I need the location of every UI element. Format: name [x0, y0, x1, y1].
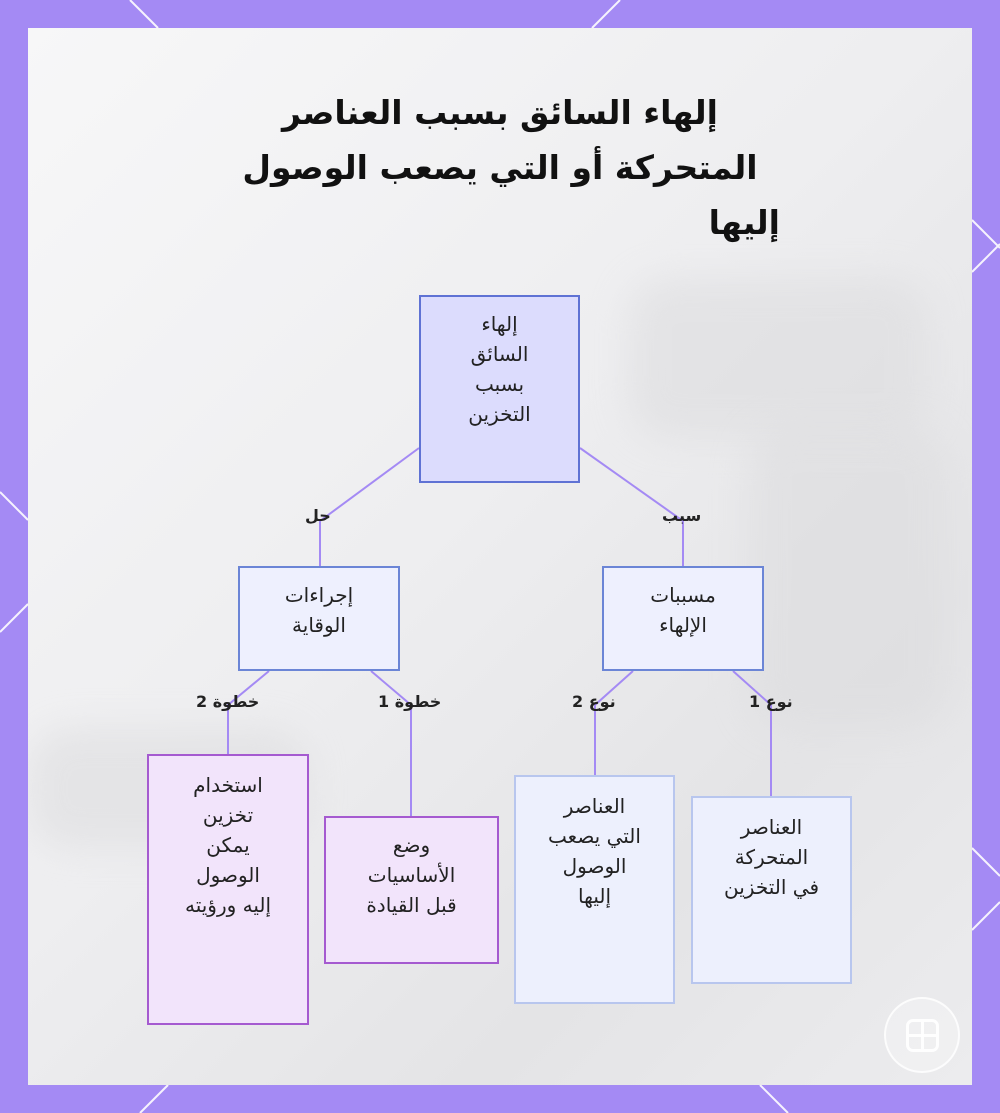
edge-prev-step2 — [228, 671, 269, 754]
node-prevention — [238, 566, 400, 671]
logo-icon — [884, 997, 960, 1073]
node-text: الإلهاء — [659, 613, 707, 637]
node-text: إليها — [578, 884, 611, 908]
node-text: العناصر — [563, 794, 626, 818]
edge-causes-hard — [595, 671, 633, 775]
node-text: الوصول — [562, 854, 627, 878]
node-text: الأساسيات — [367, 863, 456, 887]
title-line-1: إلهاء السائق بسبب العناصر — [281, 93, 718, 132]
node-text: في التخزين — [724, 875, 820, 899]
edge-label-type2: نوع 2 — [572, 692, 616, 711]
edge-label-step2: خطوة 2 — [196, 692, 260, 711]
node-text: إلهاء — [481, 312, 518, 336]
node-root — [419, 295, 580, 483]
node-moving-items — [691, 796, 852, 984]
node-text: قبل القيادة — [366, 893, 457, 917]
node-text: العناصر — [740, 815, 803, 839]
node-text: السائق — [470, 342, 529, 366]
node-text: الوصول — [196, 863, 260, 887]
node-text: المتحركة — [734, 845, 809, 869]
node-text: مسببات — [650, 583, 716, 607]
edge-causes-moving — [733, 671, 771, 796]
edge-label-solution: حل — [305, 506, 331, 525]
node-text: الوقاية — [292, 613, 346, 637]
node-text: استخدام — [193, 773, 263, 797]
title-line-3: إليها — [708, 203, 780, 242]
node-text: التي يصعب — [548, 824, 641, 848]
edge-label-step1: خطوة 1 — [378, 692, 442, 711]
node-text: التخزين — [468, 402, 531, 426]
node-text: بسبب — [474, 372, 525, 396]
node-text: إليه ورؤيته — [184, 893, 272, 917]
node-text: تخزين — [202, 803, 254, 827]
node-step1-basics — [324, 816, 499, 964]
node-text: إجراءات — [284, 583, 354, 607]
node-text: يمكن — [206, 833, 250, 857]
node-causes — [602, 566, 764, 671]
title-line-2: المتحركة أو التي يصعب الوصول — [242, 148, 758, 187]
node-text: وضع — [392, 833, 431, 857]
node-hard-to-reach — [514, 775, 675, 1004]
edge-label-type1: نوع 1 — [749, 692, 793, 711]
edge-root-prevention — [320, 448, 419, 566]
node-step2-storage — [147, 754, 309, 1025]
edge-label-cause: سبب — [662, 506, 702, 525]
